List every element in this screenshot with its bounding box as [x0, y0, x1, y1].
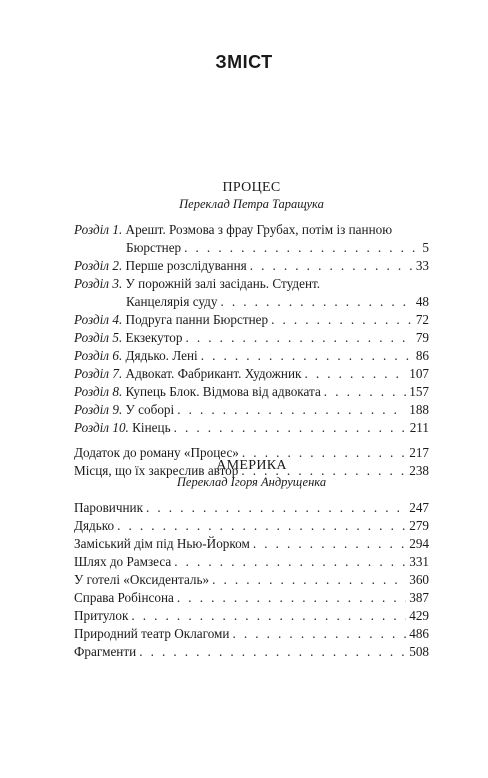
entry-title: Паровичник	[74, 500, 144, 515]
page-number: 360	[409, 572, 429, 587]
entry-title: Фрагменти	[74, 644, 137, 659]
chapter-prefix: Розділ 8.	[74, 384, 123, 399]
chapter-title: Арешт. Розмова з фрау Грубах, потім із панною	[125, 222, 393, 237]
toc-entry[interactable]	[74, 571, 429, 589]
leader-dots	[186, 329, 413, 347]
toc-entry[interactable]	[74, 401, 429, 419]
leader-dots	[139, 643, 406, 661]
page-number: 238	[409, 463, 429, 478]
entry-title: Місця, що їх закреслив автор	[74, 463, 239, 478]
toc-entry[interactable]	[74, 499, 429, 517]
chapter-title: Подруга панни Бюрстнер	[125, 312, 269, 327]
toc-entry[interactable]	[74, 365, 429, 383]
leader-dots	[271, 311, 413, 329]
chapter-prefix: Розділ 4.	[74, 312, 123, 327]
toc-entry[interactable]	[74, 311, 429, 329]
page-number: 387	[409, 590, 429, 605]
page-number: 294	[409, 536, 429, 551]
chapter-prefix: Розділ 7.	[74, 366, 123, 381]
page-number: 107	[409, 366, 429, 381]
leader-dots	[212, 571, 406, 589]
leader-dots	[117, 517, 406, 535]
page-number: 247	[409, 500, 429, 515]
page-number: 157	[409, 384, 429, 399]
toc-entry[interactable]	[74, 607, 429, 625]
chapter-title-cont: Канцелярія суду	[126, 294, 218, 309]
chapter-prefix: Розділ 1.	[74, 222, 123, 237]
chapter-prefix: Розділ 9.	[74, 402, 123, 417]
chapter-prefix: Розділ 3.	[74, 276, 123, 291]
chapter-prefix: Розділ 5.	[74, 330, 123, 345]
page-number: 429	[409, 608, 429, 623]
process-section	[74, 180, 429, 480]
toc-entry[interactable]	[74, 589, 429, 607]
toc-entry[interactable]	[74, 553, 429, 571]
chapter-prefix: Розділ 2.	[74, 258, 123, 273]
leader-dots	[201, 347, 413, 365]
toc-entry[interactable]	[74, 257, 429, 275]
translator-america: Переклад Ігоря Андрущенка	[176, 475, 327, 489]
page-number: 86	[415, 348, 429, 363]
toc-entry[interactable]	[74, 221, 429, 257]
entry-title: Притулок	[74, 608, 129, 623]
chapter-title: Перше розслідування	[125, 258, 247, 273]
leader-dots	[253, 535, 406, 553]
chapter-prefix: Розділ 10.	[74, 420, 129, 435]
toc-entry[interactable]	[74, 517, 429, 535]
chapter-title: У соборі	[125, 402, 175, 417]
chapter-title: Кінець	[132, 420, 171, 435]
page-number: 188	[409, 402, 429, 417]
chapter-title: Купець Блок. Відмова від адвоката	[125, 384, 321, 399]
chapter-title: Дядько. Лені	[125, 348, 198, 363]
page-number: 331	[409, 554, 429, 569]
entry-title: Заміський дім під Нью-Йорком	[74, 536, 250, 551]
entry-title: Дядько	[74, 518, 115, 533]
chapter-title: Екзекутор	[125, 330, 183, 345]
chapter-title: Адвокат. Фабрикант. Художник	[125, 366, 302, 381]
toc-entry[interactable]	[74, 535, 429, 553]
entry-title: Справа Робінсона	[74, 590, 174, 605]
chapter-title: У порожній залі засідань. Студент.	[125, 276, 321, 291]
toc-entry[interactable]	[74, 347, 429, 365]
america-section	[74, 458, 429, 661]
toc-entry[interactable]	[74, 643, 429, 661]
translator-process: Переклад Петра Таращука	[179, 197, 324, 211]
leader-dots	[184, 239, 419, 257]
entry-title: Шлях до Рамзеса	[74, 554, 172, 569]
page-number: 5	[422, 240, 429, 255]
entry-title: У готелі «Оксиденталь»	[74, 572, 210, 587]
page-number: 48	[415, 294, 429, 309]
section-title-america: АМЕРИКА	[216, 458, 287, 473]
toc-entry[interactable]	[74, 625, 429, 643]
page-number: 508	[409, 644, 429, 659]
page-number: 211	[409, 420, 429, 435]
leader-dots	[177, 401, 406, 419]
leader-dots	[174, 419, 407, 437]
section-title-process: ПРОЦЕС	[222, 180, 281, 195]
page-number: 33	[415, 258, 429, 273]
leader-dots	[177, 589, 406, 607]
leader-dots	[131, 607, 406, 625]
toc-entry[interactable]	[74, 275, 429, 311]
chapter-prefix: Розділ 6.	[74, 348, 123, 363]
page-number: 486	[409, 626, 429, 641]
leader-dots	[304, 365, 406, 383]
entry-title: Додаток до роману «Процес»	[74, 445, 239, 460]
leader-dots	[250, 257, 413, 275]
page-number: 279	[409, 518, 429, 533]
page-number: 72	[415, 312, 429, 327]
page-number: 79	[415, 330, 429, 345]
leader-dots	[146, 499, 406, 517]
leader-dots	[324, 383, 406, 401]
chapter-title-cont: Бюрстнер	[126, 240, 182, 255]
leader-dots	[220, 293, 412, 311]
page-number: 217	[409, 445, 429, 460]
entry-title: Природний театр Оклагоми	[74, 626, 230, 641]
toc-entry[interactable]	[74, 419, 429, 437]
leader-dots	[174, 553, 406, 571]
page-title: ЗМІСТ	[215, 52, 273, 72]
toc-entry[interactable]	[74, 329, 429, 347]
leader-dots	[232, 625, 406, 643]
toc-entry[interactable]	[74, 383, 429, 401]
